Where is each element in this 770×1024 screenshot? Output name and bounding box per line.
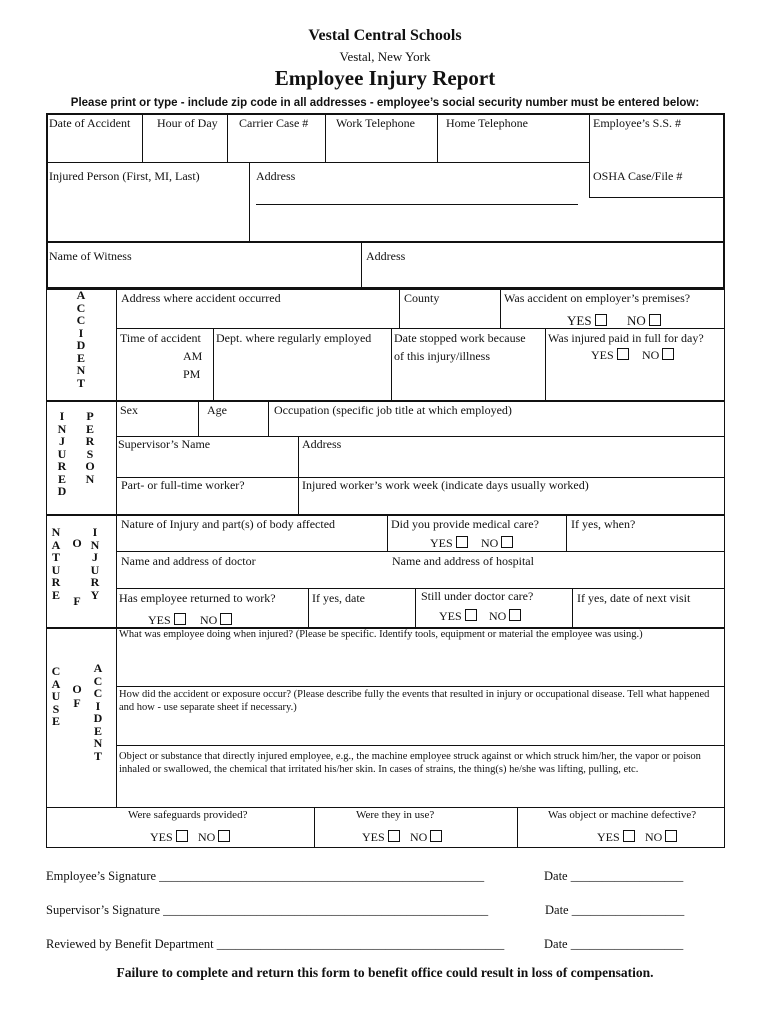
defective-no: NO [645,830,677,844]
accident-section [46,289,725,401]
safeguards-label: Were safeguards provided? [128,809,248,821]
injured-person-label: Injured Person (First, MI, Last) [49,169,200,183]
supervisor-date-line[interactable]: Date __________________ [545,903,685,917]
supervisor-signature-line[interactable]: Supervisor’s Signature ____________________________________________________ [46,903,489,917]
nature-section [46,515,725,628]
care-yes: YES [439,609,477,623]
on-premises-label: Was accident on employer’s premises? [504,291,691,305]
nature-injury-label: Nature of Injury and part(s) of body affected [121,517,336,531]
accident-cause-side-label: ACCIDENT [93,661,103,763]
returned-no-checkbox[interactable] [220,613,232,625]
medical-care-label: Did you provide medical care? [391,517,539,531]
returned-yes-checkbox[interactable] [174,613,186,625]
time-of-accident-label: Time of accident [120,331,201,345]
accident-side-label: ACCIDENT [76,288,86,390]
paid-no: NO [642,348,674,362]
date-of-accident-label: Date of Accident [49,116,131,130]
carrier-case-label: Carrier Case # [239,116,309,130]
benefit-dept-date-line[interactable]: Date __________________ [544,937,684,951]
occupation-label: Occupation (specific job title at which employed) [274,403,512,417]
witness-address-label: Address [366,249,406,263]
defective-no-checkbox[interactable] [665,830,677,842]
benefit-dept-signature-line[interactable]: Reviewed by Benefit Department ______________________________________________ [46,937,505,951]
work-week-label: Injured worker’s work week (indicate days usually worked) [302,478,589,492]
paid-no-checkbox[interactable] [662,348,674,360]
safeguards-yes-checkbox[interactable] [176,830,188,842]
hour-of-day-label: Hour of Day [157,116,218,130]
medical-yes-checkbox[interactable] [456,536,468,548]
work-telephone-label: Work Telephone [336,116,415,130]
how-label: How did the accident or exposure occur? (Please describe fully the events that resulted in injury or occupational disease. Tell what happened and how - use separate sheet if necessary.) [119,689,710,713]
pm-label: PM [183,367,201,381]
care-no: NO [489,609,521,623]
paid-yes: YES [591,348,629,362]
employee-date-line[interactable]: Date __________________ [544,869,684,883]
of-side-label: OF [72,536,82,608]
cause-side-label: CAUSE [51,664,61,728]
page-title: Employee Injury Report [274,66,496,90]
employee-ss-label: Employee’s S.S. # [593,116,682,130]
medical-yes: YES [430,536,468,550]
defective-yes: YES [597,830,635,844]
county-label: County [404,291,440,305]
returned-label: Has employee returned to work? [119,591,276,605]
safeguards-no: NO [198,830,230,844]
instructions: Please print or type - include zip code in all addresses - employee’s social security number must be entered below: [70,97,700,109]
if-yes-when-label: If yes, when? [571,517,636,531]
in-use-yes: YES [362,830,400,844]
home-telephone-label: Home Telephone [446,116,528,130]
cause-of-side-label: OF [72,682,82,710]
am-label: AM [183,349,203,363]
osha-label: OSHA Case/File # [593,169,683,183]
injury-side-label: INJURY [90,525,100,602]
premises-yes: YES [567,314,607,328]
address-line [256,204,578,205]
safeguards-no-checkbox[interactable] [218,830,230,842]
date-stopped-label-2: of this injury/illness [394,349,490,363]
doing-label: What was employee doing when injured? (Please be specific. Identify tools, equipment or material the employee was using.) [119,629,643,640]
in-use-no: NO [410,830,442,844]
age-label: Age [207,403,227,417]
person-side-label: PERSON [85,409,95,486]
medical-no-checkbox[interactable] [501,536,513,548]
hospital-label: Name and address of hospital [392,554,534,568]
injured-person-section [46,401,725,515]
supervisor-label: Supervisor’s Name [118,437,211,451]
care-no-checkbox[interactable] [509,609,521,621]
org-location: Vestal, New York [339,49,431,64]
in-use-yes-checkbox[interactable] [388,830,400,842]
witness-label: Name of Witness [49,249,132,263]
if-yes-date-label: If yes, date [312,591,365,605]
paid-full-label: Was injured paid in full for day? [548,331,704,345]
premises-yes-checkbox[interactable] [595,314,607,326]
org-name: Vestal Central Schools [308,27,462,44]
premises-no-checkbox[interactable] [649,314,661,326]
part-full-label: Part- or full-time worker? [121,478,245,492]
in-use-label: Were they in use? [356,809,435,821]
medical-no: NO [481,536,513,550]
date-stopped-label: Date stopped work because [394,331,526,345]
returned-yes: YES [148,613,186,627]
supervisor-address-label: Address [302,437,342,451]
doctor-label: Name and address of doctor [121,554,256,568]
nature-side-label: NATURE [51,525,61,602]
sex-label: Sex [120,403,138,417]
defective-yes-checkbox[interactable] [623,830,635,842]
injured-side-label: INJURED [57,409,67,498]
defective-label: Was object or machine defective? [548,809,697,821]
premises-no: NO [627,314,661,328]
next-visit-label: If yes, date of next visit [577,591,691,605]
employee-signature-line[interactable]: Employee’s Signature ____________________________________________________ [46,869,485,883]
address-label: Address [256,169,296,183]
paid-yes-checkbox[interactable] [617,348,629,360]
returned-no: NO [200,613,232,627]
dept-label: Dept. where regularly employed [216,331,372,345]
under-care-label: Still under doctor care? [421,589,534,603]
object-label: Object or substance that directly injured employee, e.g., the machine employee struck against or which struck him/her, the vapor or poison inhaled or swallowed, the chemical that irritated his/her skin. In cases of strains, the thing(s) he/she was lifting, pulling, etc. [119,751,701,775]
footer-warning: Failure to complete and return this form to benefit office could result in loss of compensation. [116,965,654,980]
address-occurred-label: Address where accident occurred [121,291,281,305]
safeguards-yes: YES [150,830,188,844]
care-yes-checkbox[interactable] [465,609,477,621]
in-use-no-checkbox[interactable] [430,830,442,842]
